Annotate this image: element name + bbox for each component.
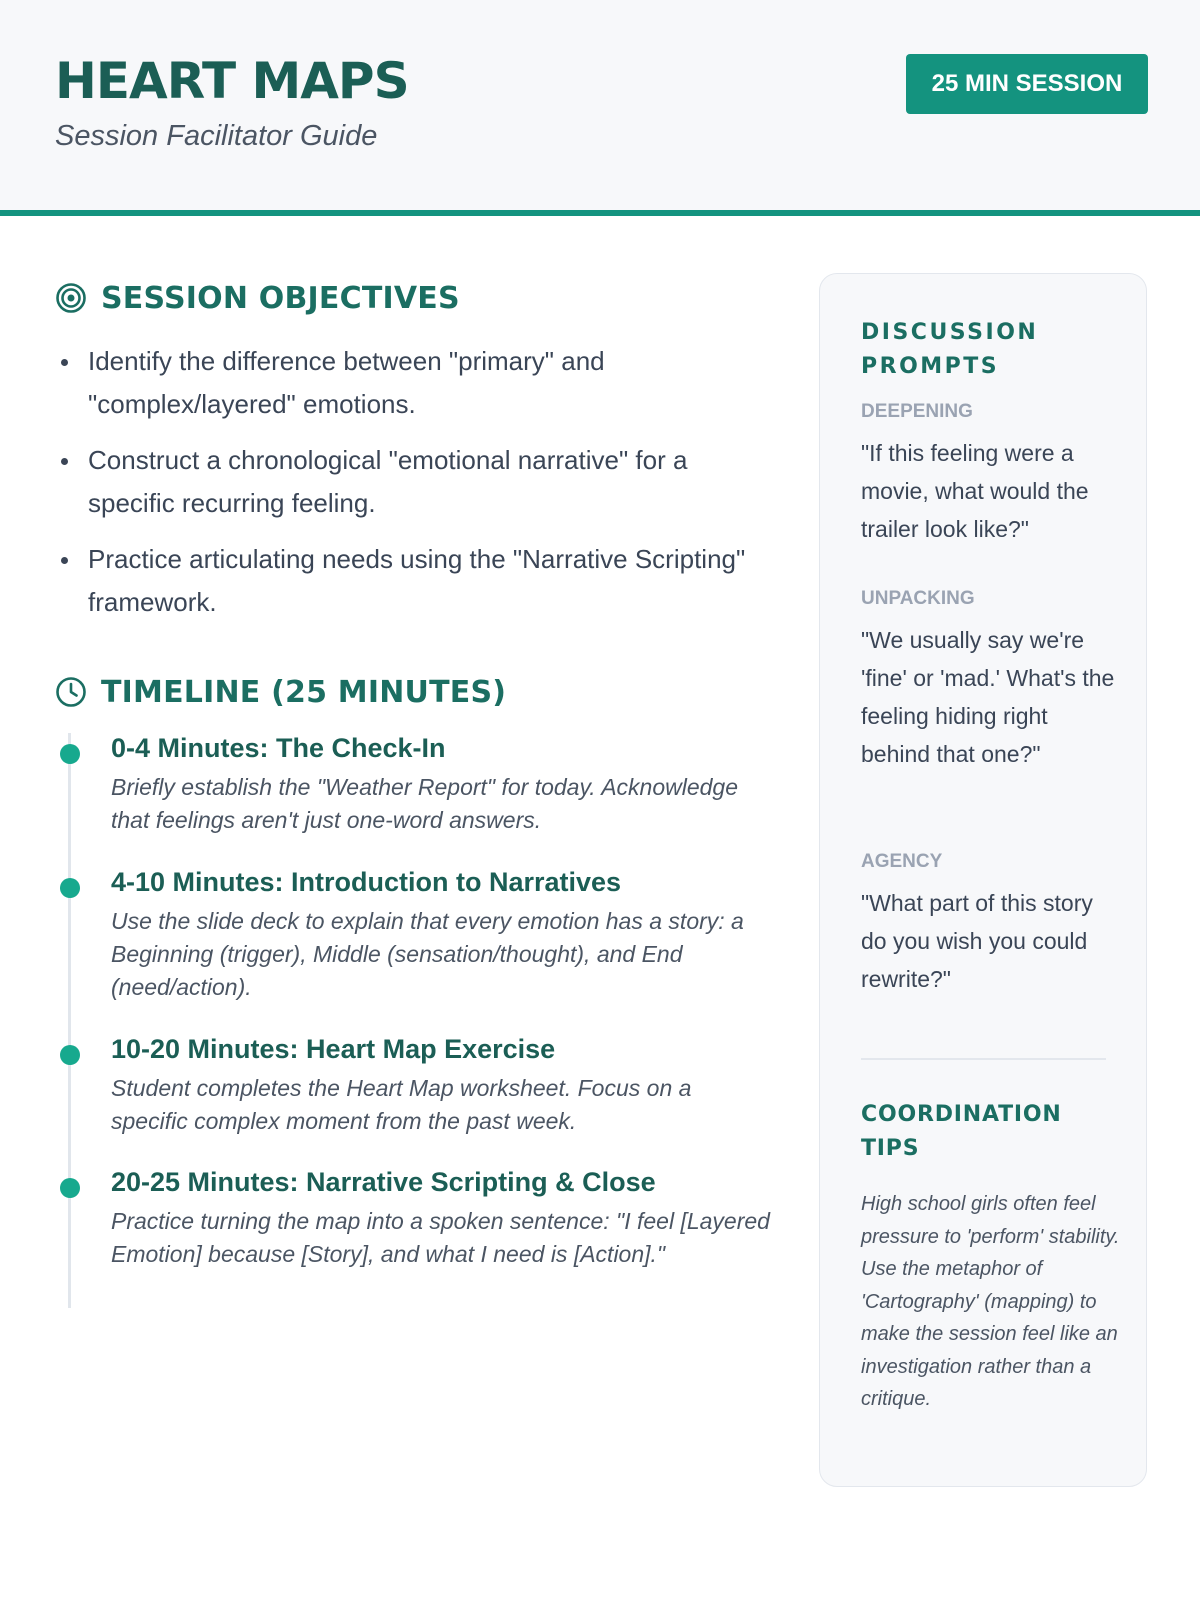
objectives-list [55, 340, 775, 637]
prompt-quote: "We usually say we're 'fine' or 'mad.' What's the feeling hiding right behind that one?" [861, 627, 1115, 767]
target-icon [55, 282, 87, 314]
page-title: HEART MAPS [55, 52, 409, 110]
prompt-category: AGENCY [861, 851, 943, 872]
prompt-category: DEEPENING [861, 401, 973, 422]
sidebar-divider [861, 1058, 1106, 1060]
objective-item: Identify the difference between "primary" and "complex/layered" emotions. [55, 340, 775, 426]
prompt-quote: "What part of this story do you wish you could rewrite?" [861, 890, 1093, 992]
timeline-dot [60, 744, 80, 764]
timeline-item-title: 10-20 Minutes: Heart Map Exercise [111, 1034, 556, 1064]
prompt-quote: "If this feeling were a movie, what would the trailer look like?" [861, 440, 1089, 542]
timeline-item-title: 20-25 Minutes: Narrative Scripting & Close [111, 1167, 656, 1197]
sidebar-panel [819, 273, 1147, 1487]
timeline-dot [60, 878, 80, 898]
timeline-item-description: Student completes the Heart Map worksheet. Focus on a specific complex moment from the past week. [111, 1075, 692, 1134]
timeline-item-description: Use the slide deck to explain that every emotion has a story: a Beginning (trigger), Middle (sensation/thought), and End (need/action). [111, 908, 744, 1000]
objective-item: Practice articulating needs using the "Narrative Scripting" framework. [55, 538, 775, 624]
timeline-item-description: Practice turning the map into a spoken sentence: "I feel [Layered Emotion] because [Story], and what I need is [Action]." [111, 1208, 770, 1267]
prompt-category: UNPACKING [861, 588, 975, 609]
clock-icon [55, 676, 87, 708]
objectives-heading [55, 278, 460, 318]
timeline-line [68, 733, 71, 1308]
timeline-dot [60, 1178, 80, 1198]
coordination-tips-heading: COORDINATION TIPS [861, 1102, 1062, 1161]
page-header [0, 0, 1200, 216]
timeline-heading [55, 672, 506, 712]
timeline-dot [60, 1045, 80, 1065]
discussion-prompts-heading: DISCUSSION PROMPTS [861, 320, 1039, 379]
objective-item: Construct a chronological "emotional narrative" for a specific recurring feeling. [55, 439, 775, 525]
timeline-heading-text: TIMELINE (25 MINUTES) [101, 674, 507, 710]
timeline-item-title: 0-4 Minutes: The Check-In [111, 733, 446, 763]
coordination-tip-text: High school girls often feel pressure to 'perform' stability. Use the metaphor of 'Cartography' (mapping) to make the session feel like an investigation rather than a critique. [861, 1193, 1120, 1410]
timeline-item-title: 4-10 Minutes: Introduction to Narratives [111, 867, 622, 897]
session-duration-badge: 25 MIN SESSION [906, 54, 1148, 114]
objectives-heading-text: SESSION OBJECTIVES [101, 280, 460, 316]
page-subtitle: Session Facilitator Guide [55, 120, 378, 152]
timeline-item-description: Briefly establish the "Weather Report" for today. Acknowledge that feelings aren't just one-word answers. [111, 774, 738, 833]
